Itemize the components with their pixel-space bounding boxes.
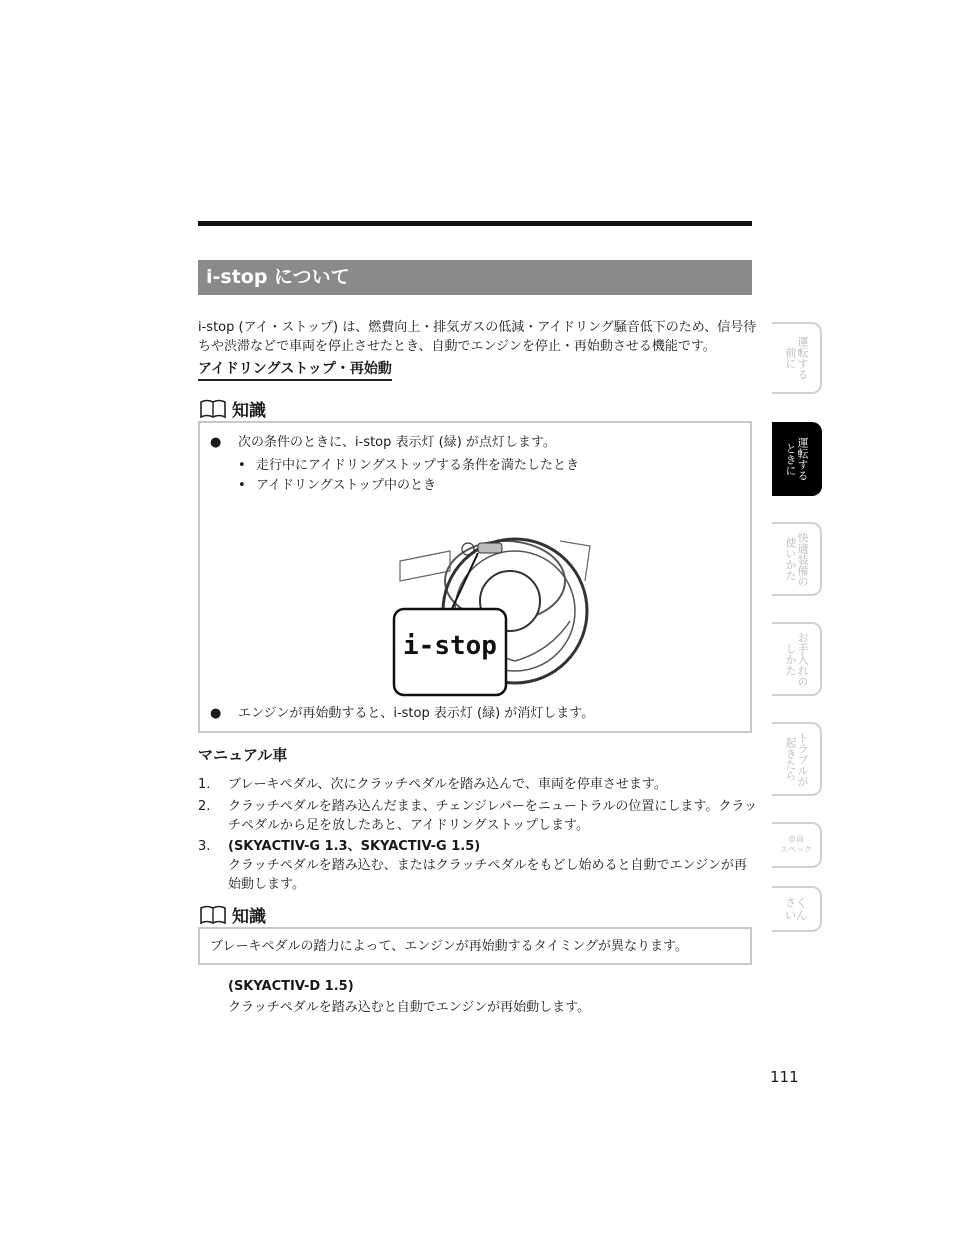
sub-bullet-icon: •: [238, 458, 246, 473]
side-tab-maintenance[interactable]: [772, 622, 822, 696]
sub-text: 走行中にアイドリングストップする条件を満たしたとき: [256, 458, 580, 473]
sub-item: [238, 476, 436, 496]
knowledge-label: 知識: [232, 907, 266, 927]
bullet-item: [210, 433, 556, 453]
side-tab-index[interactable]: [772, 886, 822, 932]
bullet-item: [210, 704, 594, 724]
side-tab-label: さく いん: [785, 896, 807, 922]
sub-text: アイドリングストップ中のとき: [256, 478, 437, 493]
step-number: 1.: [198, 777, 211, 792]
i-stop-callout-label: i-stop: [403, 631, 497, 661]
side-tab-label: 快適装備の 使いかた: [784, 531, 809, 587]
book-icon: [198, 398, 228, 420]
side-tab-comfort[interactable]: [772, 522, 822, 596]
side-tab-label: トラブルが 起きたら: [784, 731, 809, 787]
step-number: 3.: [198, 839, 211, 854]
step-number: 2.: [198, 799, 211, 814]
section-banner: i-stop について: [198, 260, 752, 295]
tail-bold-text: (SKYACTIV-D 1.5): [228, 979, 354, 994]
book-icon: [198, 904, 228, 926]
side-tab-label: お手入れの しかた: [784, 631, 809, 687]
subheading: アイドリングストップ・再始動: [198, 360, 392, 381]
side-tab-label: 運転する ときに: [784, 437, 809, 481]
step-text: ブレーキペダル、次にクラッチペダルを踏み込んで、車両を停車させます。: [228, 777, 667, 792]
tail-text: クラッチペダルを踏み込むと自動でエンジンが再始動します。: [228, 1000, 591, 1015]
side-tab-label: 車両 スペック: [780, 835, 812, 854]
step-text: クラッチペダルを踏み込む、またはクラッチペダルをもどし始めると自動でエンジンが再始動します。: [228, 858, 747, 892]
note2-text: ブレーキペダルの踏力によって、エンジンが再始動するタイミングが異なります。: [210, 939, 689, 954]
bullet-text: 次の条件のときに、i-stop 表示灯 (緑) が点灯します。: [238, 435, 556, 450]
knowledge-box-1: [198, 421, 752, 733]
side-tab-label: 運転する 前に: [784, 336, 809, 380]
page-number: 111: [770, 1068, 799, 1086]
side-tab-while-driving[interactable]: [772, 422, 822, 496]
step-item: [198, 775, 758, 794]
manual-heading: マニュアル車: [198, 746, 288, 764]
knowledge-heading-1: [198, 396, 266, 421]
side-tab-trouble[interactable]: [772, 722, 822, 796]
sub-bullet-icon: •: [238, 478, 246, 493]
side-tab-specs[interactable]: [772, 822, 822, 868]
knowledge-box-2: [198, 927, 752, 965]
step-item: [198, 837, 758, 894]
step-text: クラッチペダルを踏み込んだまま、チェンジレバーをニュートラルの位置にします。クラッチペダルから足を放したあと、アイドリングストップします。: [228, 799, 758, 833]
step-bold-text: (SKYACTIV-G 1.3、SKYACTIV-G 1.5): [228, 839, 481, 854]
bullet-text: エンジンが再始動すると、i-stop 表示灯 (緑) が消灯します。: [238, 706, 595, 721]
bullet-icon: ●: [210, 706, 222, 721]
side-tab-before-driving[interactable]: [772, 322, 822, 394]
knowledge-label: 知識: [232, 401, 266, 421]
intro-text: i-stop (アイ・ストップ) は、燃費向上・排気ガスの低減・アイドリング騒音低下のため、信号待ちや渋滞などで車両を停止させたとき、自動でエンジンを停止・再始動させる機能です。: [198, 320, 757, 354]
sub-item: [238, 456, 579, 476]
step-item: [198, 797, 758, 835]
knowledge-heading-2: [198, 902, 266, 927]
bullet-icon: ●: [210, 435, 222, 450]
top-rule: [198, 221, 752, 226]
